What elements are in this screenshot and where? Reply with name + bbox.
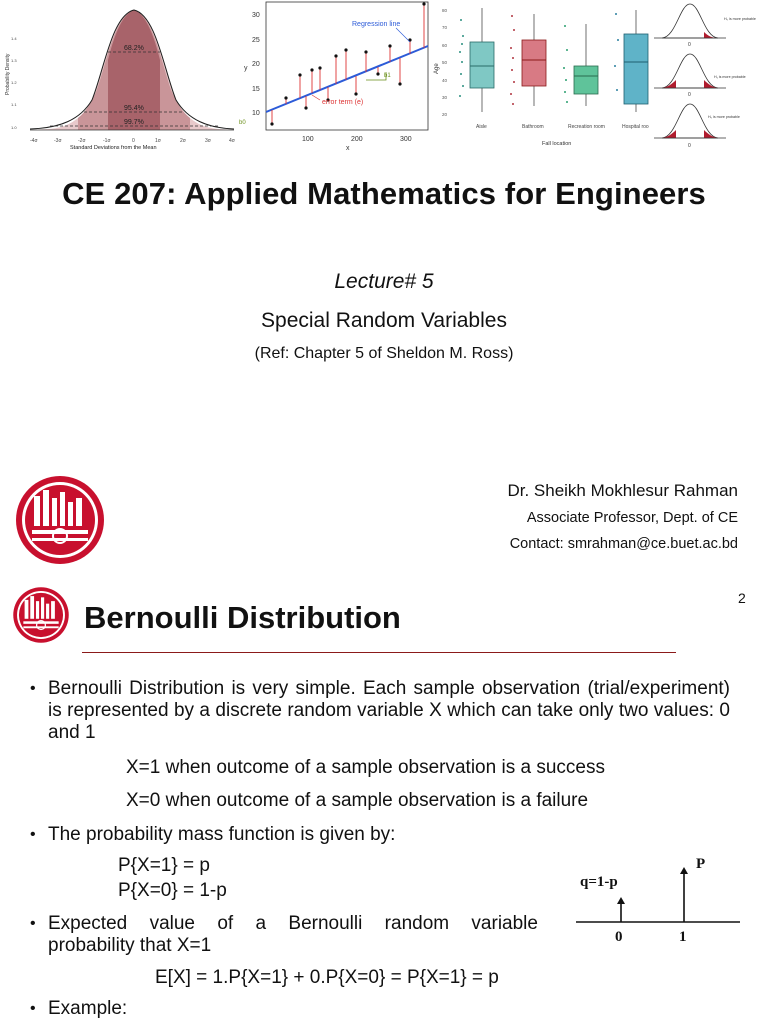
- word: variable: [471, 913, 538, 934]
- x0-label: 0: [615, 929, 623, 945]
- y-tick: 20: [252, 61, 260, 68]
- x-tick: -2σ: [78, 138, 86, 144]
- regression-line-label: Regression line: [352, 21, 401, 28]
- category-label: Aisle: [476, 124, 487, 130]
- q-label: q=1-p: [580, 874, 618, 890]
- p-label: P: [696, 856, 706, 872]
- expectation-equation: E[X] = 1.P{X=1} + 0.P{X=0} = P{X=1} = p: [155, 967, 499, 988]
- y-tick: 1.3: [11, 58, 17, 63]
- hypothesis-figure: [652, 0, 768, 152]
- y-tick: 25: [252, 37, 260, 44]
- bullet-text-line: [48, 913, 538, 935]
- bernoulli-pmf-diagram: [572, 852, 742, 951]
- zero-label: 0: [688, 143, 691, 149]
- x-axis-label: Standard Deviations from the Mean: [70, 145, 157, 151]
- x-tick: 100: [302, 136, 314, 143]
- y-tick: 1.0: [11, 125, 17, 130]
- author-name: Dr. Sheikh Mokhlesur Rahman: [507, 481, 738, 500]
- x-axis-label: x: [346, 145, 350, 152]
- arrow-up-icon: [680, 867, 688, 874]
- word: a: [255, 913, 267, 934]
- bullet-pmf: [30, 824, 730, 846]
- word: of: [217, 913, 234, 934]
- y-tick: 40: [442, 78, 448, 83]
- y-axis-label: y: [244, 65, 248, 72]
- band-label: 95.4%: [124, 105, 144, 112]
- university-logo-small: [12, 586, 70, 649]
- y-tick: 1.2: [11, 80, 17, 85]
- box-hospital: [624, 34, 648, 104]
- y-tick: 60: [442, 43, 448, 48]
- bullet-text: Example:: [48, 998, 128, 1019]
- y-tick: 50: [442, 60, 448, 65]
- hypothesis-label: H₁ is more probable: [714, 75, 746, 79]
- boxplot-figure: [432, 0, 654, 152]
- course-title: CE 207: Applied Mathematics for Engineers: [62, 176, 706, 211]
- pmf-equation-0: P{X=0} = 1-p: [118, 880, 227, 901]
- x-tick: 200: [351, 136, 363, 143]
- b1-label: b1: [384, 73, 391, 79]
- lecture-number: Lecture# 5: [334, 270, 434, 293]
- x-tick: -1σ: [103, 138, 111, 144]
- box-aisle: [470, 42, 494, 88]
- success-line: X=1 when outcome of a sample observation is a success: [126, 757, 605, 778]
- zero-label: 0: [688, 42, 691, 48]
- category-label: Hospital roo: [622, 124, 649, 130]
- band-label: 68.2%: [124, 45, 144, 52]
- category-label: Bathroom: [522, 124, 544, 130]
- bullet-definition: [30, 678, 730, 744]
- bullet-text-continued: probability that X=1: [48, 935, 212, 956]
- y-tick: 1.4: [11, 36, 17, 41]
- bullet-dot: •: [30, 680, 36, 697]
- hypothesis-label: H₀ is more probable: [708, 115, 740, 119]
- word: Expected: [48, 913, 128, 934]
- x-tick: -4σ: [30, 138, 38, 144]
- hypothesis-label: H₀ is more probable: [724, 17, 756, 21]
- normal-distribution-figure: [0, 0, 240, 152]
- bullet-dot: •: [30, 915, 36, 932]
- reference-note: (Ref: Chapter 5 of Sheldon M. Ross): [254, 345, 514, 362]
- word: random: [384, 913, 450, 934]
- y-axis-label: Probability Density: [5, 53, 11, 95]
- y-tick: 30: [252, 12, 260, 19]
- bullet-text: The probability mass function is given by:: [48, 824, 396, 845]
- y-tick: 1.1: [11, 102, 17, 107]
- y-tick: 10: [252, 110, 260, 117]
- word: value: [149, 913, 195, 934]
- y-tick: 30: [442, 95, 448, 100]
- x-tick: -3σ: [54, 138, 62, 144]
- y-tick: 80: [442, 8, 448, 13]
- pmf-equation-1: P{X=1} = p: [118, 855, 210, 876]
- x-tick: 0: [132, 138, 135, 144]
- bullet-dot: •: [30, 826, 36, 843]
- y-tick: 20: [442, 112, 448, 117]
- y-tick: 70: [442, 25, 448, 30]
- y-tick: 15: [252, 86, 260, 93]
- box-bathroom: [522, 40, 546, 86]
- bullet-example: [30, 998, 730, 1020]
- slide-number: 2: [738, 590, 746, 606]
- y-axis-label: Age: [434, 63, 440, 74]
- x-axis-label: Fall location: [542, 141, 572, 147]
- bullet-expectation: [30, 913, 538, 957]
- title-divider: [82, 652, 676, 653]
- box-recreation: [574, 66, 598, 94]
- arrow-up-icon: [617, 897, 625, 904]
- zero-label: 0: [688, 92, 691, 98]
- x-tick: 2σ: [180, 138, 186, 144]
- regression-figure: [238, 0, 434, 152]
- university-logo: [14, 474, 106, 571]
- x1-label: 1: [679, 929, 687, 945]
- error-term-label: error term (e): [322, 99, 364, 106]
- lecture-subtitle: Special Random Variables: [261, 309, 507, 332]
- band-label: 99.7%: [124, 119, 144, 126]
- x-tick: 3σ: [205, 138, 211, 144]
- b0-label: b0: [239, 120, 246, 126]
- x-tick: 300: [400, 136, 412, 143]
- author-role: Associate Professor, Dept. of CE: [526, 510, 738, 526]
- author-contact: Contact: smrahman@ce.buet.ac.bd: [509, 536, 738, 552]
- section-title: Bernoulli Distribution: [84, 600, 401, 635]
- x-tick: 4σ: [229, 138, 235, 144]
- bullet-text: Bernoulli Distribution is very simple. Each sample observation (trial/experiment) is represented by a discrete random variable X which can take only two values: 0 and 1: [48, 678, 730, 743]
- word: Bernoulli: [288, 913, 363, 934]
- bullet-dot: •: [30, 1000, 36, 1017]
- category-label: Recreation room: [568, 124, 605, 130]
- failure-line: X=0 when outcome of a sample observation is a failure: [126, 790, 589, 811]
- x-tick: 1σ: [155, 138, 161, 144]
